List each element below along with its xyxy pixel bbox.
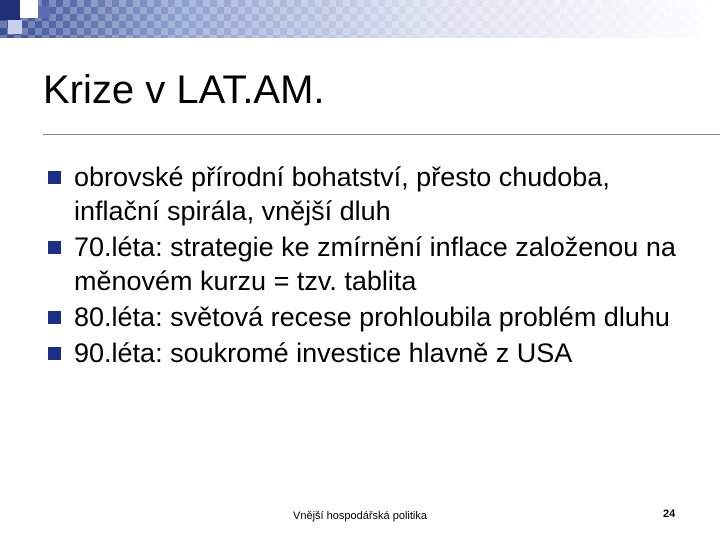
header-checker-pattern	[0, 0, 720, 38]
bullet-text: 70.léta: strategie ke zmírnění inflace založenou na měnovém kurzu = tzv. tablita	[74, 232, 676, 296]
title-divider	[43, 134, 720, 135]
square-bullet-icon	[48, 311, 61, 324]
slide-footer: Vnější hospodářská politika	[293, 510, 427, 522]
bullet-text: 90.léta: soukromé investice hlavně z USA	[74, 338, 573, 368]
bullet-item	[48, 300, 698, 334]
page-number: 24	[663, 508, 676, 520]
square-bullet-icon	[48, 347, 61, 360]
corner-square-white	[20, 0, 38, 18]
corner-square-mid	[38, 6, 50, 18]
bullet-text: 80.léta: světová recese prohloubila problém dluhu	[74, 302, 670, 332]
square-bullet-icon	[48, 171, 61, 184]
corner-square-dark	[0, 0, 20, 20]
bullet-item	[48, 160, 698, 228]
bullet-list	[48, 160, 698, 372]
square-bullet-icon	[48, 241, 61, 254]
bullet-text: obrovské přírodní bohatství, přesto chudoba, inflační spirála, vnější dluh	[74, 162, 610, 226]
bullet-item	[48, 336, 698, 370]
corner-square-light	[8, 20, 22, 34]
bullet-item	[48, 230, 698, 298]
slide-title: Krize v LAT.AM.	[43, 68, 325, 112]
